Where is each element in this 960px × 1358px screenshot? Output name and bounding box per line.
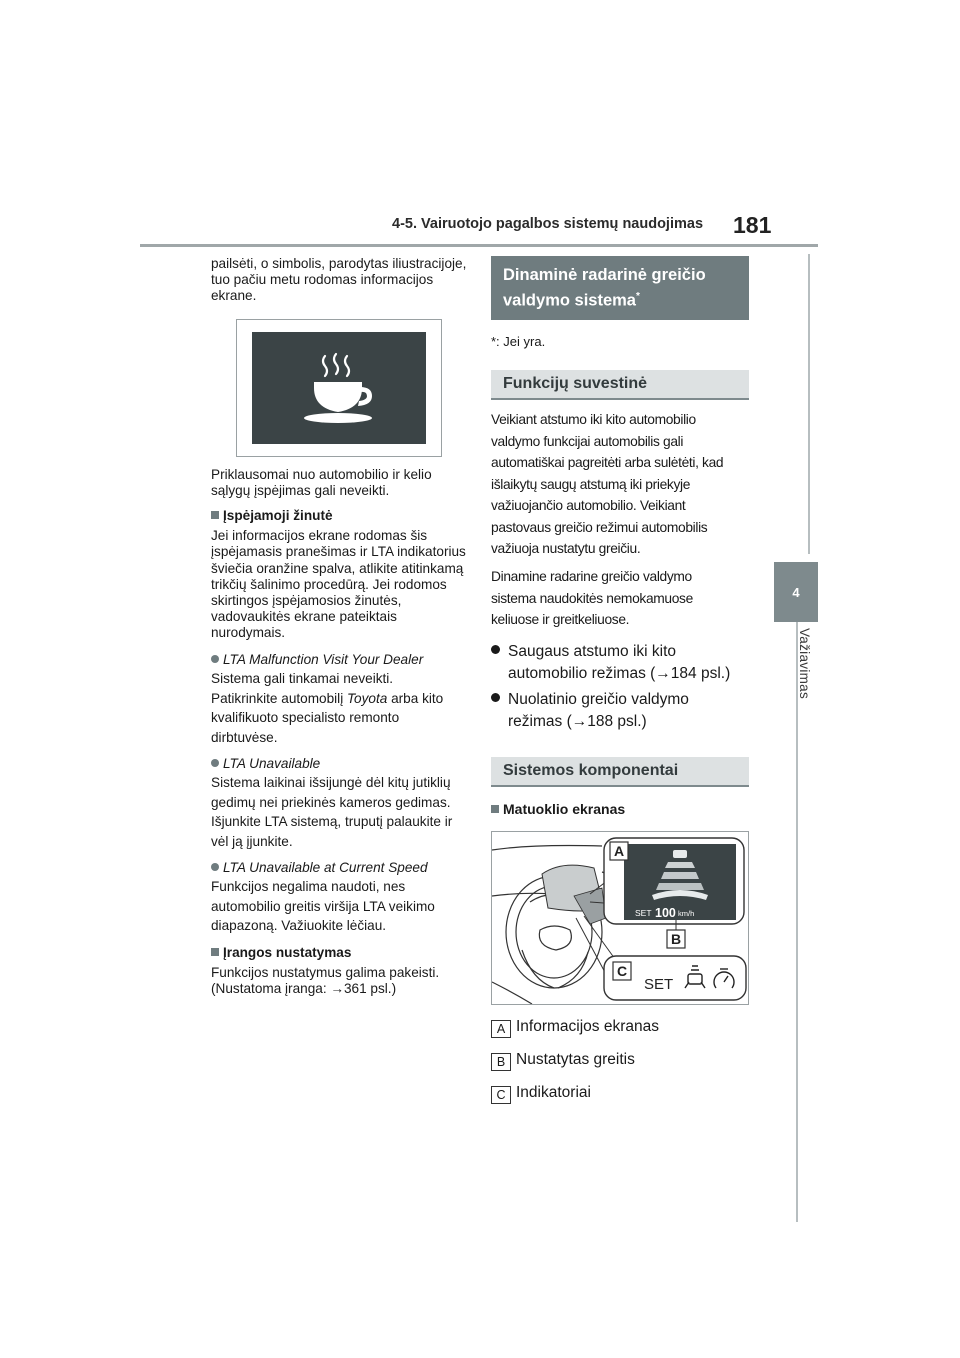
coffee-cup-figure — [252, 332, 426, 444]
setup-text: Funkcijos nustatymus galima pakeisti. (Nustatoma įranga: →361 psl.) — [211, 965, 440, 997]
message-lta-unavailable-speed — [211, 858, 467, 936]
footnote: *: Jei yra. — [491, 333, 546, 349]
brand-name: Toyota — [347, 690, 388, 706]
summary-paragraph — [491, 409, 749, 560]
summary-line: automatiškai pagreitėti arba sulėtėti, kad — [491, 455, 724, 471]
main-heading — [491, 256, 749, 320]
legend-item-c — [491, 1085, 749, 1104]
summary-line: išlaikytų saugų atstumą iki priekyje — [491, 476, 691, 492]
chapter-label: Važiavimas — [797, 628, 812, 700]
message-line: kvalifikuoto specialisto remonto — [211, 710, 400, 726]
message-line: diapazoną. Važiuokite lėčiau. — [211, 918, 387, 934]
page-number: 181 — [733, 212, 772, 238]
intro-text: pailsėti, o simbolis, parodytas iliustracijoje, tuo pačiu metu rodomas informacijos ekrane. — [211, 256, 467, 304]
set-speed: 100 — [655, 906, 676, 921]
message-line: Patikrinkite automobilį Toyota arba kito — [211, 690, 444, 706]
message-title: LTA Malfunction Visit Your Dealer — [223, 651, 424, 667]
components-heading: Sistemos komponentai — [491, 757, 749, 787]
round-bullet-icon — [211, 655, 219, 663]
summary-line: Veikiant atstumo iki kito automobilio — [491, 411, 696, 427]
legend-list — [491, 1019, 749, 1104]
round-bullet-icon — [211, 759, 219, 767]
message-line: automobilio greitis viršija LTA veikimo — [211, 898, 435, 914]
legend-tag: B — [491, 1053, 511, 1071]
main-heading-label: Dinaminė radarinė greičio valdymo sistema — [503, 266, 706, 310]
meter-heading: Matuoklio ekranas — [491, 801, 749, 817]
legend-tag: C — [491, 1086, 511, 1104]
chapter-tab[interactable]: 4 — [774, 562, 818, 622]
message-title: LTA Unavailable at Current Speed — [223, 859, 428, 875]
side-rule-lower — [796, 622, 798, 1222]
summary-heading: Funkcijų suvestinė — [491, 370, 749, 400]
set-label-small: SET — [635, 908, 652, 919]
mode-item-distance: Saugaus atstumo iki kito automobilio režimas (→184 psl.) — [491, 641, 749, 685]
header-rule — [140, 244, 818, 247]
message-lta-malfunction — [211, 650, 467, 748]
mode-link-184[interactable]: automobilio režimas (→184 psl.) — [508, 664, 731, 682]
speed-unit: km/h — [678, 909, 695, 919]
usage-paragraph — [491, 566, 749, 631]
usage-line: sistema naudokitės nemokamuose — [491, 590, 693, 606]
legend-item-b — [491, 1052, 749, 1071]
right-column — [491, 256, 749, 1104]
summary-line: važiuojančio automobilio. Veikiant — [491, 498, 686, 514]
mode-item-constant: Nuolatinio greičio valdymo režimas (→188 psl.) — [491, 689, 749, 733]
summary-line: pastovaus greičio režimui automobilis — [491, 519, 708, 535]
message-line: gedimų nei priekinės kameros gedimas. — [211, 794, 451, 810]
message-lta-unavailable — [211, 754, 467, 852]
square-bullet-icon — [211, 948, 219, 956]
legend-text: Indikatoriai — [516, 1084, 591, 1102]
side-rule — [808, 254, 810, 554]
usage-line: keliuose ir greitkeliuose. — [491, 612, 630, 628]
square-bullet-icon — [491, 805, 499, 813]
usage-line: Dinamine radarine greičio valdymo — [491, 569, 692, 585]
coffee-figure-frame — [236, 319, 442, 457]
warning-heading-label: Įspėjamoji žinutė — [223, 508, 333, 524]
message-line: Išjunkite LTA sistemą, truputį palaukite ir — [211, 814, 453, 830]
legend-text: Nustatytas greitis — [516, 1051, 635, 1069]
callout-b: B — [671, 931, 682, 948]
callout-a: A — [614, 843, 625, 860]
summary-line: valdymo funkcijai automobilis gali — [491, 433, 684, 449]
warning-text: Jei informacijos ekrane rodomas šis įspėjamasis pranešimas ir LTA indikatorius šviečia oranžine spalva, atlikite atitinkamą trikčių šalinimo procedūrą. Jei rodomos skirtingos įspėjamosios žinutės, vadovaukitės ekrane pateiktais nurodymais. — [211, 528, 466, 641]
message-line: Sistema gali tinkamai neveikti. — [211, 671, 394, 687]
message-line: Sistema laikinai išsijungė dėl kitų jutiklių — [211, 775, 451, 791]
summary-line: važiuoja nustatytu greičiu. — [491, 541, 641, 557]
mode-list — [491, 641, 749, 733]
round-bullet-icon — [211, 863, 219, 871]
meter-figure-frame — [491, 831, 749, 1005]
footnote-mark: * — [635, 291, 640, 302]
message-line: dirbtuvėse. — [211, 730, 278, 746]
message-line: vėl ją įjunkite. — [211, 833, 293, 849]
mode-link-188[interactable]: režimas (→188 psl.) — [508, 712, 647, 730]
legend-item-a — [491, 1019, 749, 1038]
section-title: 4-5. Vairuotojo pagalbos sistemų naudojimas — [392, 216, 704, 232]
warning-heading — [211, 508, 467, 524]
bullet-icon — [491, 645, 500, 654]
callout-c: C — [617, 963, 628, 980]
setup-heading — [211, 945, 467, 961]
meter-figure — [492, 832, 748, 1004]
condition-text: Priklausomai nuo automobilio ir kelio sąlygų įspėjimas gali neveikti. — [211, 466, 432, 498]
setup-heading-label: Įrangos nustatymas — [223, 944, 352, 960]
bullet-icon — [491, 693, 500, 702]
square-bullet-icon — [211, 511, 219, 519]
legend-tag: A — [491, 1020, 511, 1038]
legend-text: Informacijos ekranas — [516, 1018, 660, 1036]
left-column — [211, 256, 467, 998]
message-title: LTA Unavailable — [223, 755, 321, 771]
message-line: Funkcijos negalima naudoti, nes — [211, 879, 406, 895]
set-indicator: SET — [644, 976, 674, 994]
